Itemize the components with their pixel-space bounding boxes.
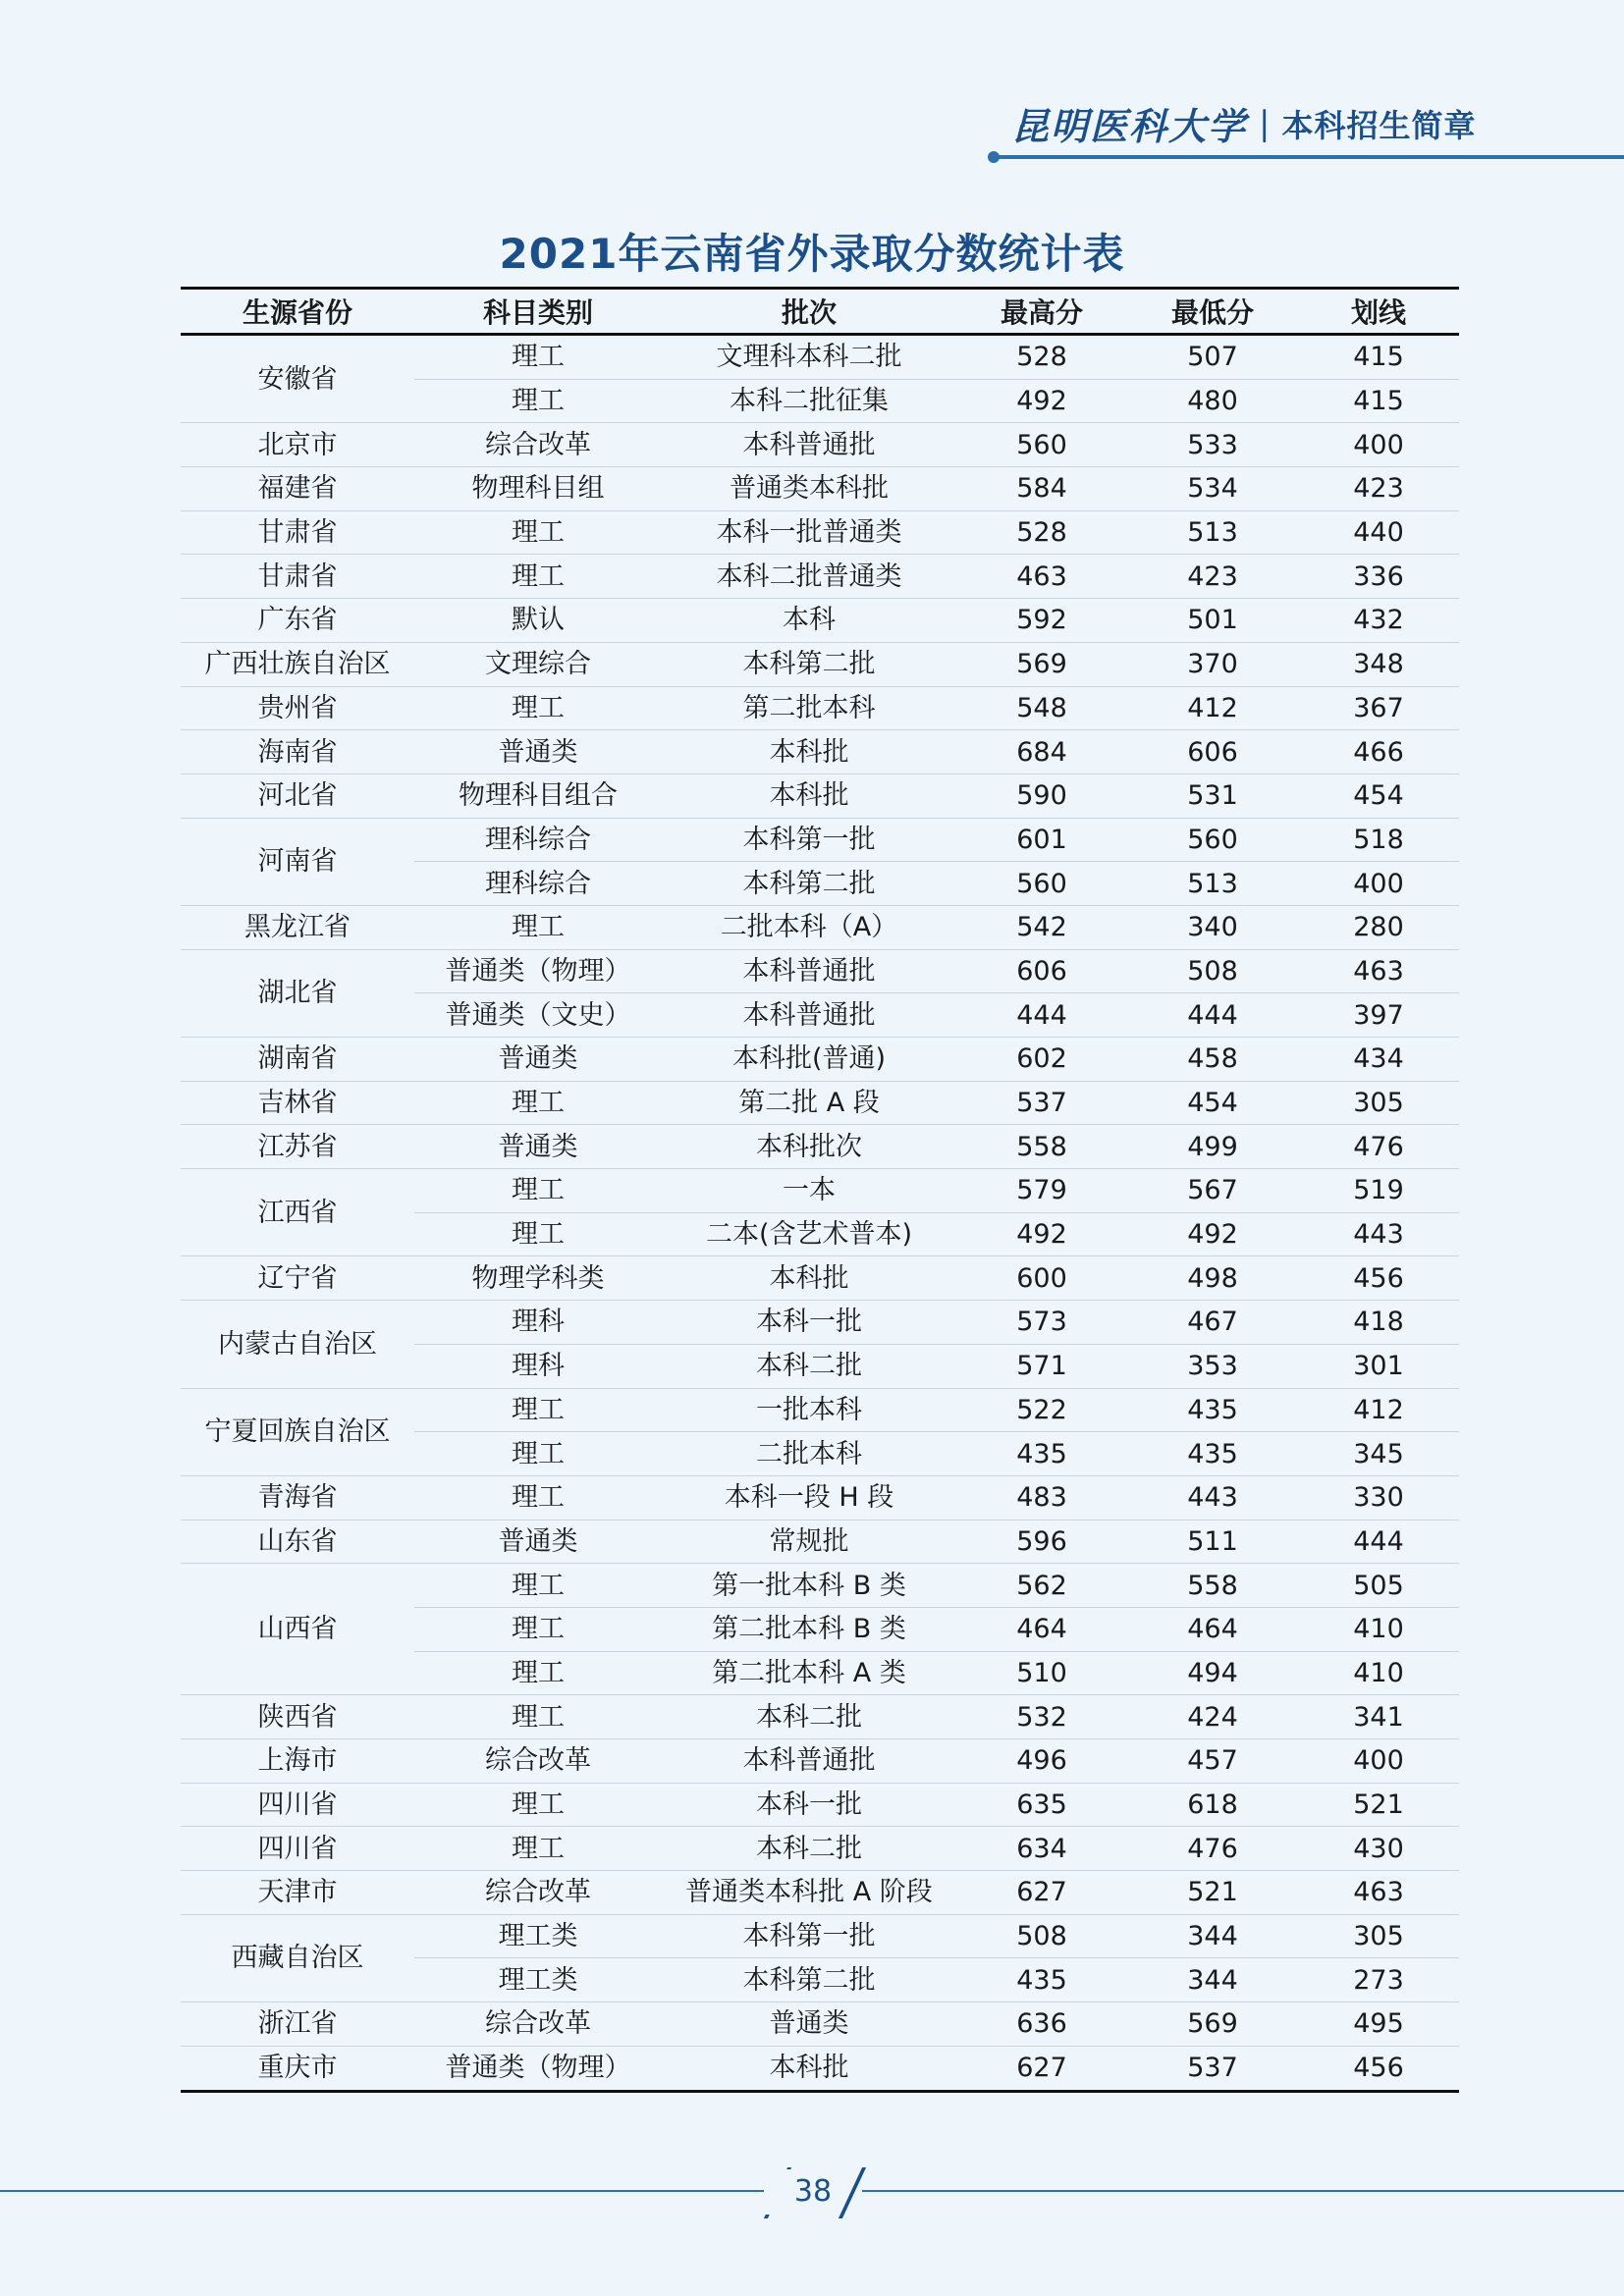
cell-category: 普通类（物理）	[414, 2046, 662, 2091]
cell-max-score: 496	[956, 1739, 1127, 1784]
cell-category: 理工	[414, 1607, 662, 1651]
cell-category: 理工	[414, 1388, 662, 1432]
cell-batch: 普通类本科批 A 阶段	[662, 1871, 956, 1915]
cell-min-score: 476	[1127, 1827, 1298, 1871]
cell-batch: 本科第一批	[662, 818, 956, 862]
cell-cutoff: 273	[1298, 1958, 1459, 2002]
cell-category: 理工	[414, 1651, 662, 1695]
table-row	[181, 1871, 1459, 1915]
header-rule	[996, 155, 1624, 159]
cell-cutoff: 434	[1298, 1038, 1459, 1082]
cell-category: 理工	[414, 335, 662, 380]
cell-province: 重庆市	[181, 2046, 414, 2091]
cell-max-score: 584	[956, 467, 1127, 511]
cell-category: 理科	[414, 1344, 662, 1388]
cell-category: 物理学科类	[414, 1256, 662, 1301]
cell-min-score: 370	[1127, 642, 1298, 686]
cell-min-score: 513	[1127, 862, 1298, 906]
cell-batch: 本科第一批	[662, 1914, 956, 1958]
cell-max-score: 558	[956, 1125, 1127, 1169]
column-header-cutoff: 划线	[1298, 289, 1459, 335]
cell-batch: 本科二批	[662, 1827, 956, 1871]
table-body	[181, 335, 1459, 2092]
cell-min-score: 533	[1127, 423, 1298, 467]
cell-province: 青海省	[181, 1475, 414, 1520]
cell-min-score: 424	[1127, 1695, 1298, 1739]
cell-batch: 二本(含艺术普本)	[662, 1212, 956, 1256]
cell-max-score: 537	[956, 1081, 1127, 1125]
cell-cutoff: 280	[1298, 905, 1459, 949]
cell-province: 福建省	[181, 467, 414, 511]
cell-batch: 常规批	[662, 1520, 956, 1564]
cell-min-score: 521	[1127, 1871, 1298, 1915]
cell-max-score: 573	[956, 1301, 1127, 1345]
cell-cutoff: 415	[1298, 379, 1459, 423]
table-row	[181, 686, 1459, 730]
cell-batch: 本科二批	[662, 1695, 956, 1739]
cell-max-score: 592	[956, 599, 1127, 643]
cell-batch: 第一批本科 B 类	[662, 1564, 956, 1608]
cell-batch: 文理科本科二批	[662, 335, 956, 380]
cell-cutoff: 410	[1298, 1607, 1459, 1651]
cell-province: 甘肃省	[181, 555, 414, 599]
table-row	[181, 642, 1459, 686]
cell-max-score: 560	[956, 862, 1127, 906]
cell-cutoff: 454	[1298, 774, 1459, 818]
cell-min-score: 531	[1127, 774, 1298, 818]
table-row	[181, 774, 1459, 818]
cell-category: 理工	[414, 686, 662, 730]
cell-category: 普通类（文史）	[414, 993, 662, 1038]
cell-min-score: 443	[1127, 1475, 1298, 1520]
cell-max-score: 579	[956, 1169, 1127, 1213]
cell-province: 河北省	[181, 774, 414, 818]
cell-province: 西藏自治区	[181, 1914, 414, 2002]
cell-max-score: 532	[956, 1695, 1127, 1739]
cell-min-score: 606	[1127, 730, 1298, 774]
cell-cutoff: 521	[1298, 1783, 1459, 1827]
table-row	[181, 1695, 1459, 1739]
cell-province: 宁夏回族自治区	[181, 1388, 414, 1475]
cell-category: 默认	[414, 599, 662, 643]
cell-max-score: 569	[956, 642, 1127, 686]
cell-max-score: 444	[956, 993, 1127, 1038]
cell-min-score: 567	[1127, 1169, 1298, 1213]
cell-batch: 第二批 A 段	[662, 1081, 956, 1125]
page-number: 38	[764, 2169, 862, 2215]
cell-category: 综合改革	[414, 1871, 662, 1915]
cell-category: 普通类	[414, 1038, 662, 1082]
table-row	[181, 1081, 1459, 1125]
table-row	[181, 818, 1459, 862]
table-row	[181, 1125, 1459, 1169]
column-header-batch: 批次	[662, 289, 956, 335]
cell-min-score: 537	[1127, 2046, 1298, 2091]
cell-province: 吉林省	[181, 1081, 414, 1125]
cell-cutoff: 519	[1298, 1169, 1459, 1213]
table-row	[181, 423, 1459, 467]
cell-min-score: 494	[1127, 1651, 1298, 1695]
cell-min-score: 444	[1127, 993, 1298, 1038]
cell-cutoff: 305	[1298, 1081, 1459, 1125]
cell-cutoff: 432	[1298, 599, 1459, 643]
cell-province: 浙江省	[181, 2002, 414, 2047]
cell-max-score: 606	[956, 949, 1127, 993]
cell-batch: 本科批	[662, 1256, 956, 1301]
cell-category: 理工	[414, 1475, 662, 1520]
cell-province: 四川省	[181, 1827, 414, 1871]
table-row	[181, 1827, 1459, 1871]
cell-cutoff: 518	[1298, 818, 1459, 862]
cell-province: 山西省	[181, 1564, 414, 1695]
cell-max-score: 560	[956, 423, 1127, 467]
cell-category: 理工	[414, 510, 662, 555]
cell-category: 普通类	[414, 730, 662, 774]
cell-cutoff: 400	[1298, 423, 1459, 467]
cell-batch: 一批本科	[662, 1388, 956, 1432]
cell-cutoff: 400	[1298, 1739, 1459, 1784]
cell-batch: 普通类本科批	[662, 467, 956, 511]
brochure-subtitle: 本科招生简章	[1281, 106, 1477, 144]
cell-max-score: 464	[956, 1607, 1127, 1651]
cell-batch: 二批本科	[662, 1432, 956, 1476]
table-row	[181, 467, 1459, 511]
cell-max-score: 634	[956, 1827, 1127, 1871]
cell-cutoff: 505	[1298, 1564, 1459, 1608]
cell-province: 贵州省	[181, 686, 414, 730]
cell-batch: 本科第二批	[662, 1958, 956, 2002]
cell-min-score: 412	[1127, 686, 1298, 730]
cell-cutoff: 466	[1298, 730, 1459, 774]
table-row	[181, 1169, 1459, 1213]
cell-cutoff: 463	[1298, 949, 1459, 993]
cell-cutoff: 456	[1298, 2046, 1459, 2091]
cell-batch: 本科二批	[662, 1344, 956, 1388]
table-row	[181, 730, 1459, 774]
cell-batch: 本科批	[662, 774, 956, 818]
cell-batch: 本科一段 H 段	[662, 1475, 956, 1520]
table-row	[181, 2046, 1459, 2091]
cell-category: 理工	[414, 1212, 662, 1256]
cell-province: 甘肃省	[181, 510, 414, 555]
cell-cutoff: 412	[1298, 1388, 1459, 1432]
cell-min-score: 454	[1127, 1081, 1298, 1125]
cell-cutoff: 463	[1298, 1871, 1459, 1915]
cell-province: 安徽省	[181, 335, 414, 423]
cell-category: 理工	[414, 905, 662, 949]
cell-province: 湖南省	[181, 1038, 414, 1082]
cell-batch: 二批本科（A）	[662, 905, 956, 949]
cell-min-score: 353	[1127, 1344, 1298, 1388]
cell-category: 理科综合	[414, 818, 662, 862]
cell-category: 物理科目组	[414, 467, 662, 511]
table-row	[181, 599, 1459, 643]
cell-batch: 本科二批普通类	[662, 555, 956, 599]
table-row	[181, 2002, 1459, 2047]
cell-category: 物理科目组合	[414, 774, 662, 818]
cell-max-score: 571	[956, 1344, 1127, 1388]
cell-batch: 一本	[662, 1169, 956, 1213]
cell-province: 广东省	[181, 599, 414, 643]
cell-province: 北京市	[181, 423, 414, 467]
cell-batch: 本科一批	[662, 1783, 956, 1827]
cell-cutoff: 430	[1298, 1827, 1459, 1871]
cell-min-score: 464	[1127, 1607, 1298, 1651]
cell-category: 理工	[414, 1169, 662, 1213]
table-row	[181, 1475, 1459, 1520]
cell-cutoff: 415	[1298, 335, 1459, 380]
cell-cutoff: 418	[1298, 1301, 1459, 1345]
cell-cutoff: 301	[1298, 1344, 1459, 1388]
cell-cutoff: 397	[1298, 993, 1459, 1038]
table-row	[181, 1564, 1459, 1608]
cell-cutoff: 410	[1298, 1651, 1459, 1695]
cell-province: 辽宁省	[181, 1256, 414, 1301]
cell-category: 理工类	[414, 1958, 662, 2002]
cell-province: 江苏省	[181, 1125, 414, 1169]
cell-max-score: 596	[956, 1520, 1127, 1564]
cell-max-score: 636	[956, 2002, 1127, 2047]
cell-max-score: 627	[956, 2046, 1127, 2091]
cell-min-score: 558	[1127, 1564, 1298, 1608]
table-header-row	[181, 289, 1459, 335]
cell-category: 理工	[414, 1695, 662, 1739]
table-row	[181, 905, 1459, 949]
cell-batch: 普通类	[662, 2002, 956, 2047]
cell-max-score: 542	[956, 905, 1127, 949]
cell-cutoff: 400	[1298, 862, 1459, 906]
cell-min-score: 569	[1127, 2002, 1298, 2047]
cell-min-score: 344	[1127, 1958, 1298, 2002]
cell-max-score: 435	[956, 1432, 1127, 1476]
cell-batch: 本科批次	[662, 1125, 956, 1169]
cell-category: 理科综合	[414, 862, 662, 906]
cell-category: 理科	[414, 1301, 662, 1345]
cell-batch: 本科一批	[662, 1301, 956, 1345]
cell-min-score: 435	[1127, 1388, 1298, 1432]
cell-batch: 本科普通批	[662, 949, 956, 993]
cell-min-score: 344	[1127, 1914, 1298, 1958]
cell-batch: 本科第二批	[662, 862, 956, 906]
cell-cutoff: 367	[1298, 686, 1459, 730]
score-table-container	[181, 287, 1459, 2093]
cell-max-score: 508	[956, 1914, 1127, 1958]
cell-cutoff: 443	[1298, 1212, 1459, 1256]
cell-batch: 本科一批普通类	[662, 510, 956, 555]
table-row	[181, 1038, 1459, 1082]
cell-province: 四川省	[181, 1783, 414, 1827]
cell-province: 海南省	[181, 730, 414, 774]
cell-cutoff: 336	[1298, 555, 1459, 599]
cell-cutoff: 423	[1298, 467, 1459, 511]
cell-min-score: 340	[1127, 905, 1298, 949]
cell-cutoff: 348	[1298, 642, 1459, 686]
cell-max-score: 483	[956, 1475, 1127, 1520]
cell-min-score: 499	[1127, 1125, 1298, 1169]
cell-max-score: 492	[956, 379, 1127, 423]
cell-category: 理工	[414, 1081, 662, 1125]
cell-province: 山东省	[181, 1520, 414, 1564]
cell-category: 理工	[414, 379, 662, 423]
cell-min-score: 458	[1127, 1038, 1298, 1082]
cell-max-score: 528	[956, 335, 1127, 380]
cell-max-score: 600	[956, 1256, 1127, 1301]
cell-max-score: 602	[956, 1038, 1127, 1082]
page-title: 2021年云南省外录取分数统计表	[499, 230, 1125, 278]
cell-category: 理工	[414, 1783, 662, 1827]
cell-category: 普通类	[414, 1520, 662, 1564]
cell-category: 普通类（物理）	[414, 949, 662, 993]
cell-cutoff: 440	[1298, 510, 1459, 555]
cell-category: 理工类	[414, 1914, 662, 1958]
university-logo-text: 昆明医科大学	[1011, 104, 1248, 148]
cell-min-score: 618	[1127, 1783, 1298, 1827]
column-header-province: 生源省份	[181, 289, 414, 335]
cell-province: 湖北省	[181, 949, 414, 1037]
cell-min-score: 435	[1127, 1432, 1298, 1476]
cell-province: 河南省	[181, 818, 414, 905]
cell-batch: 本科	[662, 599, 956, 643]
cell-min-score: 511	[1127, 1520, 1298, 1564]
cell-category: 理工	[414, 555, 662, 599]
cell-category: 理工	[414, 1564, 662, 1608]
table-row	[181, 1783, 1459, 1827]
cell-min-score: 508	[1127, 949, 1298, 993]
cell-min-score: 457	[1127, 1739, 1298, 1784]
cell-category: 理工	[414, 1432, 662, 1476]
cell-max-score: 492	[956, 1212, 1127, 1256]
cell-batch: 本科普通批	[662, 1739, 956, 1784]
cell-cutoff: 341	[1298, 1695, 1459, 1739]
cell-province: 江西省	[181, 1169, 414, 1256]
cell-max-score: 627	[956, 1871, 1127, 1915]
column-header-min-score: 最低分	[1127, 289, 1298, 335]
table-row	[181, 1914, 1459, 1958]
cell-batch: 第二批本科	[662, 686, 956, 730]
table-row	[181, 335, 1459, 380]
cell-category: 文理综合	[414, 642, 662, 686]
table-row	[181, 555, 1459, 599]
table-row	[181, 1739, 1459, 1784]
cell-cutoff: 345	[1298, 1432, 1459, 1476]
cell-batch: 第二批本科 B 类	[662, 1607, 956, 1651]
cell-category: 理工	[414, 1827, 662, 1871]
cell-max-score: 601	[956, 818, 1127, 862]
cell-batch: 本科二批征集	[662, 379, 956, 423]
table-row	[181, 1520, 1459, 1564]
column-header-category: 科目类别	[414, 289, 662, 335]
cell-max-score: 435	[956, 1958, 1127, 2002]
cell-province: 上海市	[181, 1739, 414, 1784]
cell-cutoff: 444	[1298, 1520, 1459, 1564]
cell-max-score: 684	[956, 730, 1127, 774]
table-row	[181, 1301, 1459, 1345]
cell-max-score: 562	[956, 1564, 1127, 1608]
cell-max-score: 548	[956, 686, 1127, 730]
table-row	[181, 1256, 1459, 1301]
table-row	[181, 949, 1459, 993]
cell-min-score: 534	[1127, 467, 1298, 511]
cell-cutoff: 476	[1298, 1125, 1459, 1169]
column-header-max-score: 最高分	[956, 289, 1127, 335]
cell-max-score: 463	[956, 555, 1127, 599]
cell-max-score: 510	[956, 1651, 1127, 1695]
cell-batch: 本科第二批	[662, 642, 956, 686]
cell-category: 综合改革	[414, 2002, 662, 2047]
cell-max-score: 528	[956, 510, 1127, 555]
cell-batch: 第二批本科 A 类	[662, 1651, 956, 1695]
cell-max-score: 635	[956, 1783, 1127, 1827]
cell-category: 普通类	[414, 1125, 662, 1169]
cell-batch: 本科批	[662, 2046, 956, 2091]
cell-batch: 本科批(普通)	[662, 1038, 956, 1082]
cell-max-score: 590	[956, 774, 1127, 818]
cell-min-score: 498	[1127, 1256, 1298, 1301]
cell-cutoff: 330	[1298, 1475, 1459, 1520]
cell-min-score: 507	[1127, 335, 1298, 380]
cell-category: 综合改革	[414, 423, 662, 467]
cell-min-score: 501	[1127, 599, 1298, 643]
cell-cutoff: 456	[1298, 1256, 1459, 1301]
header-separator: |	[1259, 103, 1271, 143]
cell-max-score: 522	[956, 1388, 1127, 1432]
cell-min-score: 467	[1127, 1301, 1298, 1345]
cell-min-score: 492	[1127, 1212, 1298, 1256]
cell-province: 内蒙古自治区	[181, 1301, 414, 1388]
cell-min-score: 423	[1127, 555, 1298, 599]
cell-province: 黑龙江省	[181, 905, 414, 949]
cell-batch: 本科普通批	[662, 423, 956, 467]
table-row	[181, 1388, 1459, 1432]
cell-min-score: 513	[1127, 510, 1298, 555]
cell-min-score: 480	[1127, 379, 1298, 423]
cell-category: 综合改革	[414, 1739, 662, 1784]
cell-province: 天津市	[181, 1871, 414, 1915]
cell-province: 广西壮族自治区	[181, 642, 414, 686]
admission-score-table	[181, 287, 1459, 2093]
cell-min-score: 560	[1127, 818, 1298, 862]
cell-cutoff: 305	[1298, 1914, 1459, 1958]
header-brand	[1011, 96, 1477, 150]
cell-batch: 本科批	[662, 730, 956, 774]
cell-batch: 本科普通批	[662, 993, 956, 1038]
table-row	[181, 510, 1459, 555]
cell-province: 陕西省	[181, 1695, 414, 1739]
cell-cutoff: 495	[1298, 2002, 1459, 2047]
